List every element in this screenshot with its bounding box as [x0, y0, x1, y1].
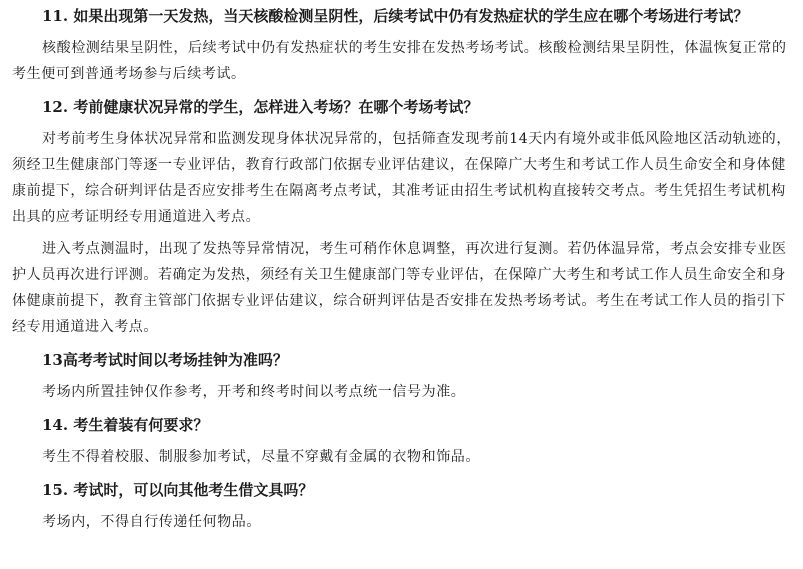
question-15-heading: 15. 考试时，可以向其他考生借文具吗？ — [42, 481, 314, 499]
answer-12-paragraph-1: 对考前考生身体状况异常和监测发现身体状况异常的，包括筛查发现考前14天内有境外或非低风险地区活动轨迹的，须经卫生健康部门等逐一专业评估，教育行政部门依据专业评估建议，在保障广大考生和考试工作人员生命安全和身体健康前提下，综合研判评估是否应安排考生在隔离考点考试，其准考证由招生考试机构直接转交考点。考生凭招生考试机构出具的应考证明经专用通道进入考点。 — [12, 131, 792, 225]
answer-15-paragraph: 考场内，不得自行传递任何物品。 — [42, 514, 261, 530]
question-11-heading: 11. 如果出现第一天发热，当天核酸检测呈阴性，后续考试中仍有发热症状的学生应在哪个考场进行考试？ — [42, 7, 749, 25]
question-12-heading: 12. 考前健康状况异常的学生，怎样进入考场？在哪个考场考试？ — [42, 98, 479, 116]
answer-13-paragraph: 考场内所置挂钟仅作参考，开考和终考时间以考点统一信号为准。 — [42, 384, 466, 400]
answer-14-paragraph: 考生不得着校服、制服参加考试，尽量不穿戴有金属的衣物和饰品。 — [42, 449, 480, 465]
question-13-heading: 13高考考试时间以考场挂钟为准吗？ — [42, 351, 288, 369]
answer-11-paragraph: 核酸检测结果呈阴性，后续考试中仍有发热症状的考生安排在发热考场考试。核酸检测结果呈阴性，体温恢复正常的考生便可到普通考场参与后续考试。 — [12, 40, 787, 82]
question-14-heading: 14. 考生着装有何要求？ — [42, 416, 209, 434]
answer-12-paragraph-2: 进入考点测温时，出现了发热等异常情况，考生可稍作休息调整，再次进行复测。若仍体温异常，考点会安排专业医护人员再次进行评测。若确定为发热，须经有关卫生健康部门等专业评估，在保障广大考生和考试工作人员生命安全和身体健康前提下，教育主管部门依据专业评估建议，综合研判评估是否安排在发热考场考试。考生在考试工作人员的指引下经专用通道进入考点。 — [12, 241, 787, 335]
